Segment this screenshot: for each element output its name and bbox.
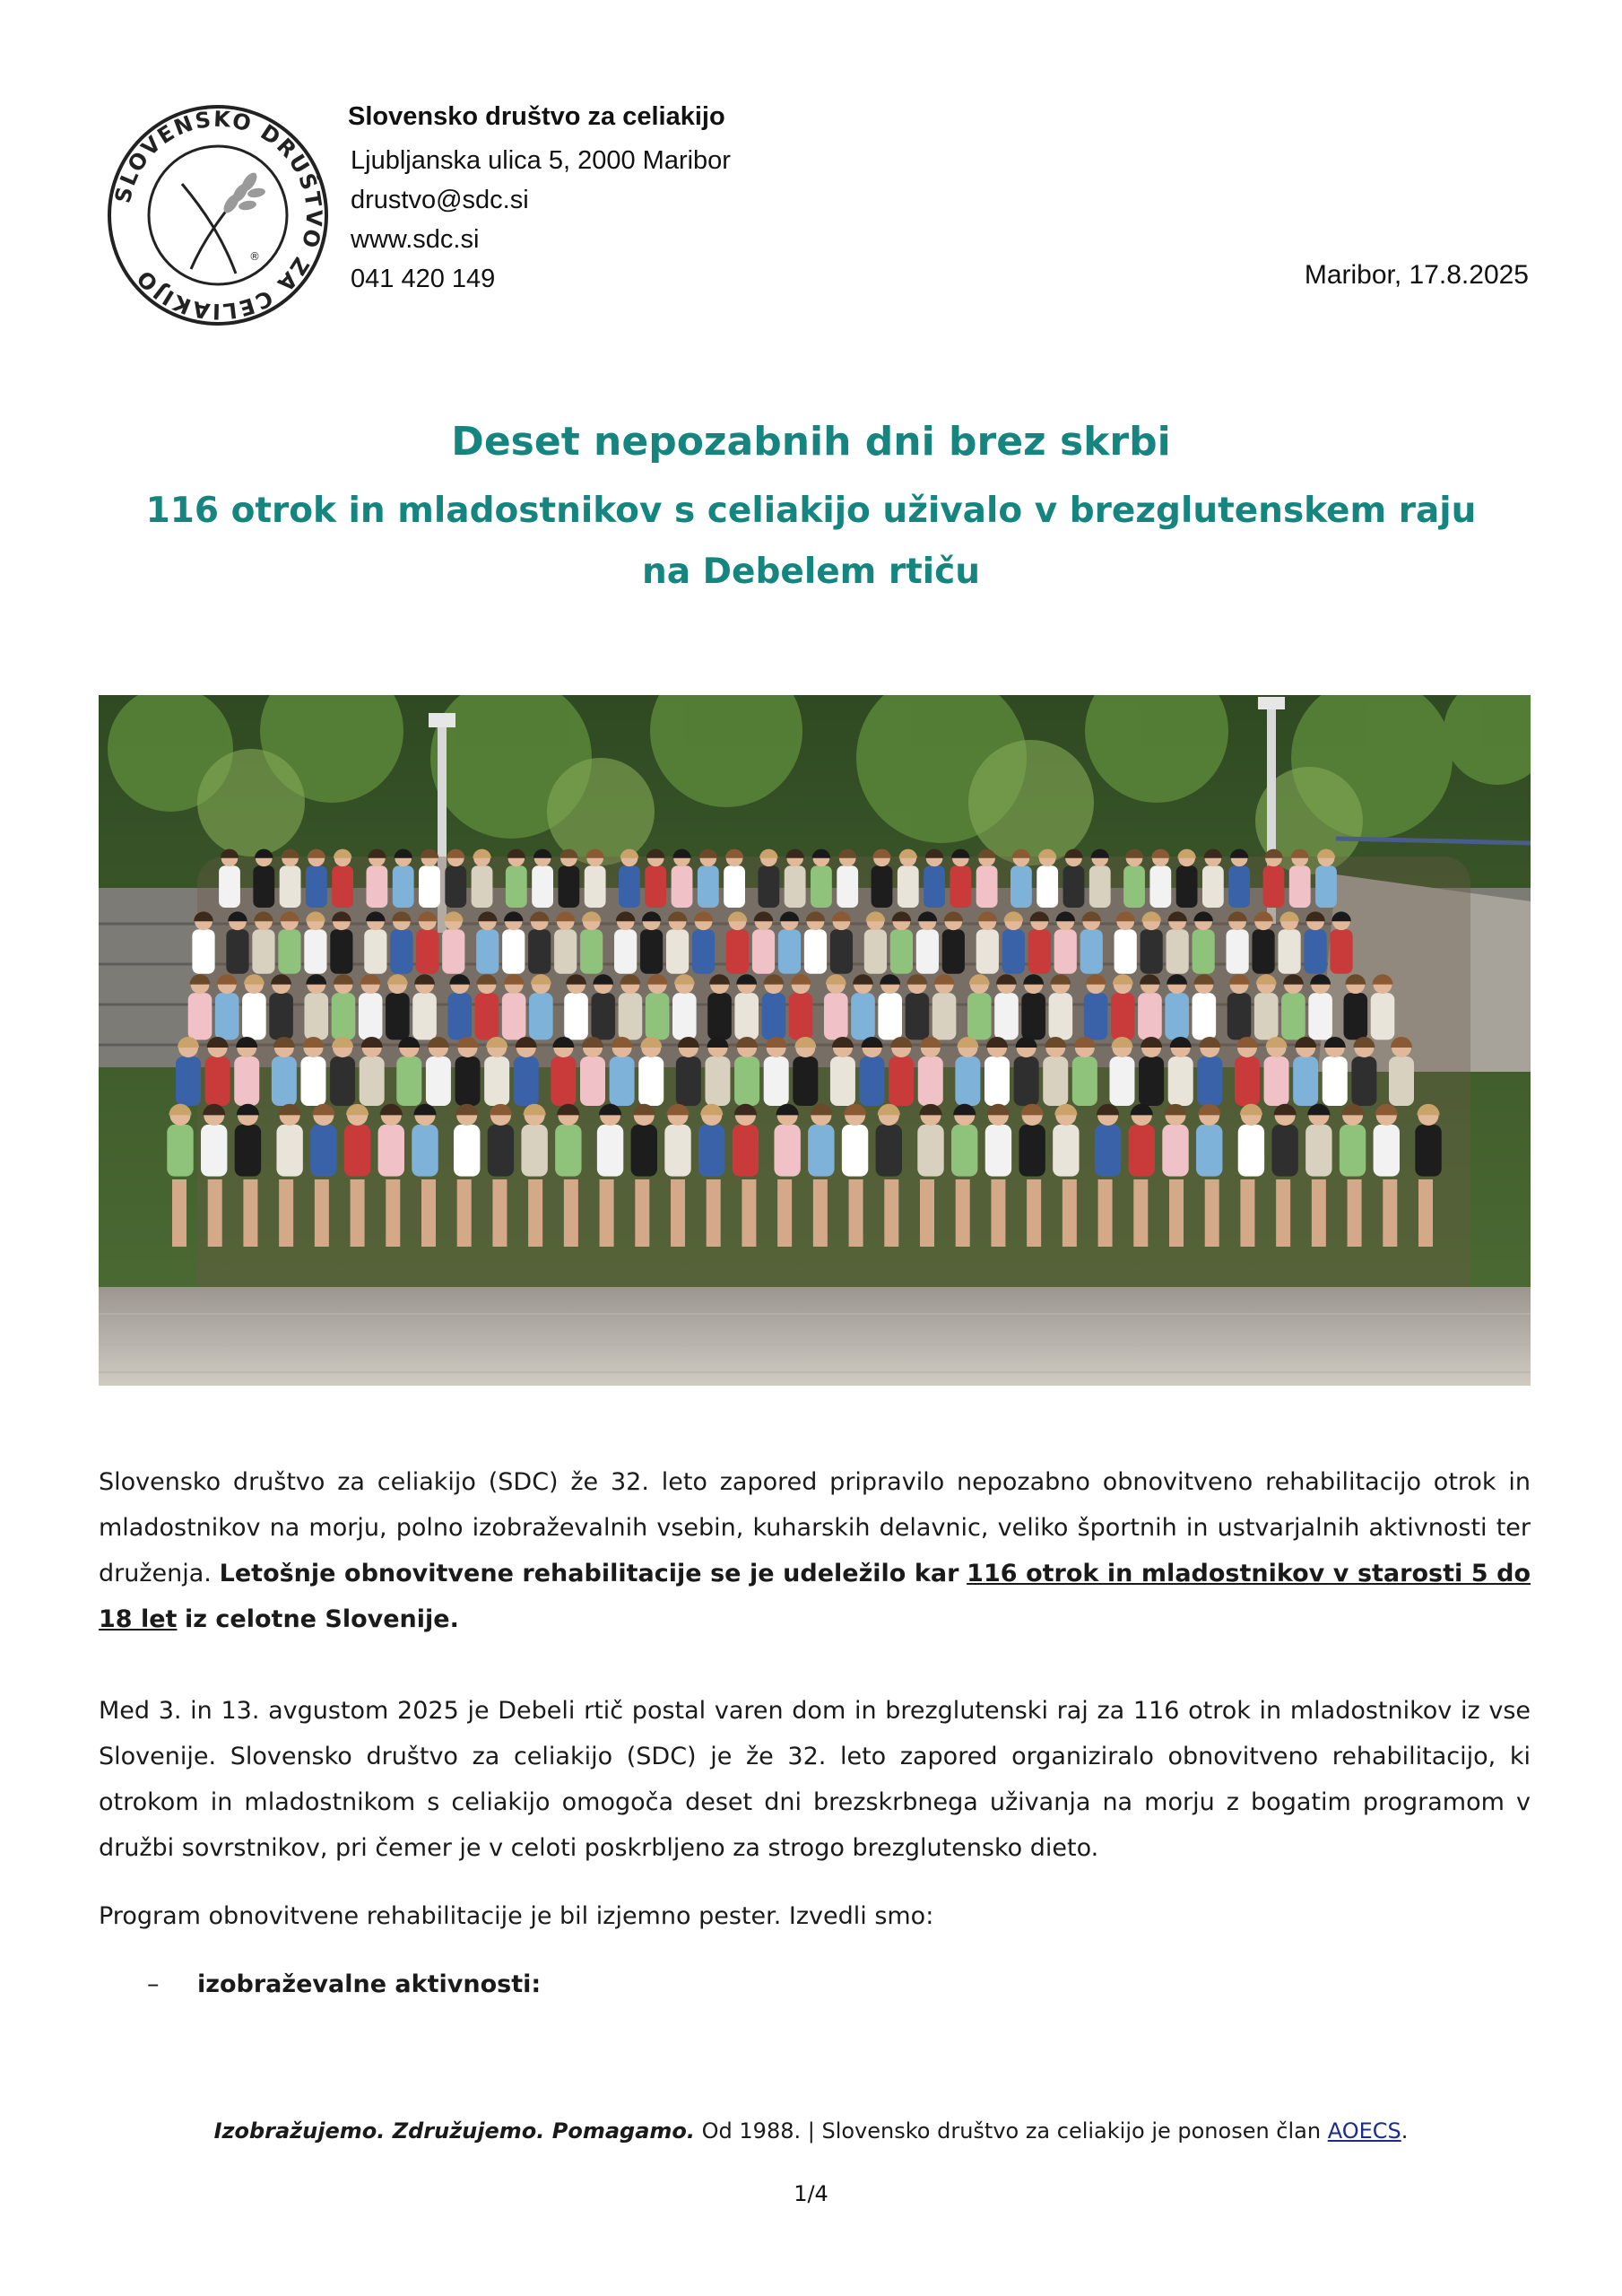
crowd-person-body [1002,929,1025,974]
page-subtitle-line1: 116 otrok in mladostnikov s celiakijo uživalo v brezglutenskem raju [145,491,1477,531]
crowd-person-legs [600,1179,614,1247]
crowd-person-body [1021,993,1045,1039]
crowd-person-body [1202,865,1224,908]
crowd-person-body [310,1125,336,1177]
crowd-person-body [793,1057,818,1106]
crowd-person-body [1415,1125,1441,1177]
crowd-person-legs [1027,1179,1041,1247]
crowd-person-body [506,865,527,908]
crowd-person-body [564,993,588,1039]
crowd-person-body [860,1057,885,1106]
crowd-person-body [1197,1057,1222,1106]
crowd-person-body [475,993,499,1039]
document-date: Maribor, 17.8.2025 [1304,260,1529,290]
crowd-person-legs [208,1179,222,1247]
crowd-person-body [830,1057,855,1106]
crowd-person-body [1080,929,1103,974]
crowd-person-body [1019,1125,1045,1177]
crowd-person-body [188,993,213,1039]
crowd-person-body [378,1125,404,1177]
crowd-person-body [733,1125,759,1177]
crowd-person-body [1238,1125,1264,1177]
crowd-person-body [672,865,693,908]
crowd-person-body [1235,1057,1260,1106]
crowd-person-legs [1133,1179,1148,1247]
list-item [99,1961,1531,2007]
crowd-person-body [778,929,801,974]
crowd-person-body [1139,1057,1164,1106]
crowd-person-body [1072,1057,1097,1106]
crowd-person-body [597,1125,623,1177]
crowd-person-body [554,929,577,974]
page-footer [0,2118,1622,2144]
crowd-person-body [367,865,388,908]
crowd-person-body [1304,929,1326,974]
crowd-person-body [1167,929,1189,974]
org-phone: 041 420 149 [351,265,496,293]
crowd-person-body [1252,929,1274,974]
crowd-person-body [360,1057,385,1106]
crowd-person-body [205,1057,230,1106]
crowd-person-body [1010,865,1032,908]
crowd-person-body [304,993,328,1039]
crowd-person-body [1263,865,1285,908]
crowd-person-body [1149,865,1171,908]
crowd-person-legs [991,1179,1005,1247]
crowd-person-body [830,929,853,974]
crowd-person-body [580,929,603,974]
crowd-person-body [514,1057,539,1106]
crowd-person-body [442,929,464,974]
crowd-person-legs [1169,1179,1184,1247]
crowd-person-body [951,1125,977,1177]
crowd-person-body [1138,993,1162,1039]
crowd-person-body [1176,865,1198,908]
crowd-person-body [192,929,214,974]
crowd-person-body [1049,993,1073,1039]
crowd-person-body [445,865,466,908]
crowd-person-body [619,865,640,908]
crowd-person-body [585,865,606,908]
crowd-person-legs [351,1179,365,1247]
crowd-person-body [1308,993,1332,1039]
crowd-person-body [890,929,913,974]
crowd-person-body [950,865,971,908]
org-website[interactable]: www.sdc.si [351,225,480,254]
crowd-person-body [1374,1125,1400,1177]
crowd-person-body [967,993,992,1039]
crowd-person-body [280,865,301,908]
crowd-person-body [811,865,832,908]
paragraph-intro-text: Slovensko društvo za celiakijo (SDC) že 32. leto zapored pripravilo nepozabno obnovitveno rehabilitacijo otrok in mladostnikov na morju, polno izobraževalnih vsebin, kuharskih delavnic, veliko športnih in ustvarjalnih aktivnosti ter druženja. [99,1468,1531,1587]
org-name: Slovensko društvo za celiakijo [348,102,725,131]
crowd-person-body [785,865,806,908]
contact-block [347,101,731,299]
crowd-person-legs [707,1179,721,1247]
crowd-person-body [1089,865,1111,908]
crowd-person-legs [1418,1179,1433,1247]
crowd-person-body [330,929,352,974]
crowd-person-body [1228,865,1250,908]
crowd-person-body [1053,1125,1079,1177]
crowd-person-body [201,1125,227,1177]
crowd-person-body [984,1057,1010,1106]
crowd-person-body [645,865,666,908]
crowd-person-body [994,993,1019,1039]
crowd-person-body [692,929,715,974]
crowd-person-body [412,1125,438,1177]
crowd-person-body [672,993,697,1039]
crowd-person-body [276,1125,302,1177]
page-number: 1/4 [794,2181,828,2206]
crowd-person-legs [884,1179,898,1247]
article-body [99,1459,1531,2007]
crowd-person-body [1323,1057,1348,1106]
crowd-person-body [1014,1057,1039,1106]
crowd-person-body [1254,993,1279,1039]
crowd-person-legs [564,1179,578,1247]
crowd-person-body [242,993,266,1039]
crowd-person-body [558,865,579,908]
crowd-person-body [416,929,438,974]
crowd-person-body [631,1125,657,1177]
crowd-person-body [502,993,526,1039]
crowd-person-body [1063,865,1085,908]
crowd-person-body [252,929,274,974]
crowd-person-body [1351,1057,1376,1106]
paragraph-intro-underlined: 116 otrok in mladostnikov v starosti 5 do 18 let [99,1560,1531,1633]
crowd-person-body [1084,993,1108,1039]
crowd-person-body [752,929,775,974]
crowd-person-body [916,929,939,974]
paragraph-intro-bold: Letošnje obnovitvene rehabilitacije se je udeležilo kar [219,1560,959,1587]
crowd-person-body [529,993,553,1039]
crowd-person-body [278,929,300,974]
crowd-person-body [1054,929,1077,974]
crowd-person-body [705,1057,730,1106]
crowd-person-body [364,929,386,974]
crowd-person-body [1168,1057,1193,1106]
crowd-person-body [837,865,858,908]
crowd-person-legs [956,1179,970,1247]
crowd-person-body [906,993,930,1039]
crowd-person-body [1165,993,1189,1039]
crowd-person-body [758,865,779,908]
crowd-person-body [219,865,240,908]
crowd-person-body [269,993,293,1039]
crowd-person-legs [813,1179,828,1247]
crowd-person-body [344,1125,370,1177]
crowd-person-body [488,1125,514,1177]
paragraph-intro [99,1459,1531,1642]
crowd-person-legs [742,1179,756,1247]
crowd-person-body [396,1057,421,1106]
org-email[interactable]: drustvo@sdc.si [351,186,529,214]
crowd-person-body [614,929,637,974]
crowd-person-legs [279,1179,293,1247]
crowd-person-body [1193,929,1215,974]
crowd-person-body [472,865,493,908]
crowd-person-body [300,1057,325,1106]
crowd-person-legs [457,1179,472,1247]
crowd-person-body [502,929,525,974]
paragraph-intro-bold-end: iz celotne Slovenije. [185,1605,459,1633]
crowd-person-body [985,1125,1011,1177]
footer-period: . [1401,2118,1409,2144]
crowd-person-body [454,1125,480,1177]
crowd-person-body [306,865,327,908]
crowd-person-body [167,1125,193,1177]
crowd-person-body [724,865,745,908]
crowd-person-body [646,993,670,1039]
crowd-person-body [924,865,945,908]
crowd-person-body [1226,929,1248,974]
crowd-person-body [1123,865,1145,908]
crowd-person-body [304,929,326,974]
paragraph-details: Med 3. in 13. avgustom 2025 je Debeli rtič postal varen dom in brezglutenski raj za 116 otrok in mladostnikov iz vse Slovenije. Slovensko društvo za celiakijo (SDC) je že 32. leto zapored organiziralo obnovitveno rehabilitacijo, ki otrokom in mladostnikom s celiakijo omogoča deset dni brezskrbnega uživanja na morju z bogatim programom v družbi sovrstnikov, pri čemer je v celoti poskrbljeno za strogo brezglutensko dieto. [99,1697,1531,1862]
crowd-person-body [1264,1057,1289,1106]
page-title: Deset nepozabnih dni brez skrbi [451,419,1171,465]
group-photo [99,695,1531,1386]
crowd-person-body [1271,1125,1297,1177]
crowd-person-body [889,1057,914,1106]
crowd-person-body [804,929,827,974]
crowd-person-legs [528,1179,542,1247]
crowd-person-body [878,993,902,1039]
crowd-person-body [872,865,893,908]
crowd-person-body [412,993,437,1039]
crowd-person-body [666,929,689,974]
crowd-person-body [1109,1057,1134,1106]
crowd-person-body [640,929,663,974]
crowd-person-body [1028,929,1051,974]
crowd-person-body [1340,1125,1366,1177]
crowd-person-body [551,1057,576,1106]
crowd-person-body [1315,865,1337,908]
crowd-person-body [234,1057,259,1106]
crowd-person-body [698,1125,724,1177]
crowd-person-body [1111,993,1135,1039]
bullet-dash: – [147,1970,160,1998]
crowd-person-body [764,1057,789,1106]
crowd-person-body [591,993,615,1039]
crowd-person-body [555,1125,581,1177]
crowd-person-body [447,993,472,1039]
crowd-person-legs [1312,1179,1326,1247]
crowd-person-body [1193,993,1217,1039]
crowd-person-body [1293,1057,1318,1106]
crowd-person-body [1162,1125,1188,1177]
crowd-person-body [476,929,499,974]
crowd-person-body [235,1125,261,1177]
crowd-person-body [390,929,412,974]
crowd-person-body [676,1057,701,1106]
crowd-person-body [774,1125,800,1177]
crowd-person-body [638,1057,664,1106]
crowd-person-body [1043,1057,1068,1106]
crowd-person-legs [1063,1179,1077,1247]
crowd-person-body [1330,929,1352,974]
crowd-person-body [253,865,274,908]
crowd-person-body [521,1125,547,1177]
crowd-person-body [1196,1125,1222,1177]
crowd-person-body [851,993,875,1039]
crowd-person-body [824,993,848,1039]
crowd-person-legs [1348,1179,1362,1247]
crowd-person-body [1371,993,1395,1039]
logo-ring-text: SLOVENSKO DRUŠTVO ZA CELIAKIJO [109,106,327,325]
crowd-person-body [1281,993,1305,1039]
crowd-person-body [1305,1125,1331,1177]
crowd-person-body [976,865,998,908]
crowd-person-legs [492,1179,507,1247]
crowd-person-body [484,1057,509,1106]
crowd-person-legs [1383,1179,1397,1247]
crowd-person-body [918,1057,943,1106]
crowd-person-body [1037,865,1058,908]
paragraph-program: Program obnovitvene rehabilitacije je bil izjemno pester. Izvedli smo: [99,1902,934,1930]
crowd-person-body [1289,865,1311,908]
crowd-person-body [1227,993,1252,1039]
crowd-person-legs [920,1179,934,1247]
crowd-person-body [386,993,410,1039]
crowd-person-legs [243,1179,257,1247]
group-photo-icon [99,695,1531,1386]
crowd-person-body [762,993,786,1039]
crowd-person-legs [671,1179,685,1247]
crowd-person-body [528,929,551,974]
crowd-person-body [330,1057,355,1106]
crowd-person-body [215,993,239,1039]
crowd-person-body [955,1057,980,1106]
crowd-person-body [698,865,719,908]
crowd-person-body [619,993,643,1039]
crowd-person-body [610,1057,635,1106]
crowd-person-legs [1098,1179,1113,1247]
crowd-person-legs [421,1179,436,1247]
crowd-person-body [1278,929,1300,974]
crowd-person-legs [1276,1179,1290,1247]
crowd-person-body [942,929,965,974]
crowd-person-body [976,929,999,974]
crowd-person-body [808,1125,834,1177]
list-item-label: izobraževalne aktivnosti: [197,1970,542,1998]
crowd-person-body [1095,1125,1121,1177]
crowd-person-legs [315,1179,329,1247]
crowd-person-body [734,1057,759,1106]
crowd-person-body [932,993,957,1039]
crowd-person-body [664,1125,690,1177]
crowd-person-body [176,1057,201,1106]
crowd-person-body [455,1057,481,1106]
footer-aoecs-link[interactable]: AOECS [1327,2118,1401,2144]
crowd-person-body [419,865,440,908]
page-subtitle-line2: na Debelem rtiču [641,552,980,592]
crowd-person-body [226,929,248,974]
crowd-person-body [359,993,383,1039]
crowd-person-legs [777,1179,792,1247]
crowd-person-body [864,929,887,974]
crowd-person-body [898,865,919,908]
title-block [0,414,1622,606]
crowd-person-legs [849,1179,863,1247]
crowd-person-body [1389,1057,1414,1106]
crowd-person-body [876,1125,902,1177]
crowd-person-body [393,865,414,908]
crowd-person-body [1129,1125,1155,1177]
footer-text: Od 1988. | Slovensko društvo za celiakijo je ponosen član [701,2118,1322,2144]
crowd-person-legs [1205,1179,1219,1247]
crowd-person-body [917,1125,943,1177]
crowd-person-legs [635,1179,649,1247]
org-address: Ljubljanska ulica 5, 2000 Maribor [351,146,731,175]
crowd-person-body [1141,929,1163,974]
crowd-person-body [1115,929,1137,974]
crowd-person-body [726,929,749,974]
crowd-person-body [272,1057,297,1106]
crowd-person-body [532,865,553,908]
crowd-person-body [789,993,813,1039]
crowd-person-body [734,993,759,1039]
svg-text:SLOVENSKO DRUŠTVO ZA CELIAKIJO [110,107,326,325]
crowd-person-body [1344,993,1368,1039]
crowd-person-body [426,1057,451,1106]
crowd-person-legs [172,1179,186,1247]
svg-text:®: ® [249,250,260,263]
crowd-person-body [580,1057,605,1106]
crowd-person-body [707,993,732,1039]
crowd-person-body [332,865,353,908]
crowd-person-legs [1240,1179,1254,1247]
society-logo [106,103,330,327]
crowd-person-body [332,993,356,1039]
footer-slogan: Izobražujemo. Združujemo. Pomagamo. [213,2118,696,2144]
crowd-person-legs [386,1179,400,1247]
crowd-person-body [842,1125,868,1177]
